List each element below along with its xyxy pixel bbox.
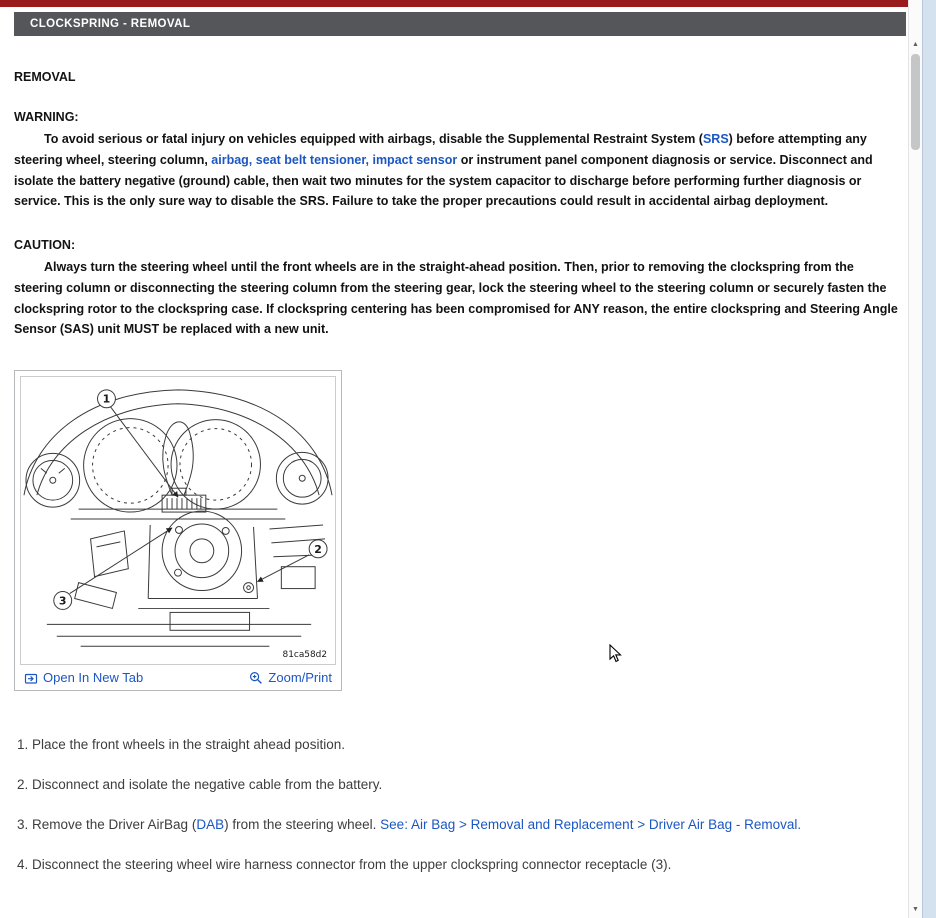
- svg-text:3: 3: [58, 594, 67, 608]
- step-2: 2. Disconnect and isolate the negative cable from the battery.: [17, 777, 383, 792]
- vertical-scrollbar[interactable]: [908, 0, 922, 918]
- warning-label: WARNING:: [14, 110, 79, 124]
- zoom-print-link[interactable]: [249, 670, 332, 685]
- warning-paragraph: [14, 129, 898, 212]
- step-3-text-2: ) from the steering wheel.: [224, 817, 381, 832]
- svg-text:1: 1: [102, 392, 111, 406]
- step-1: 1. Place the front wheels in the straight ahead position.: [17, 737, 345, 752]
- warning-text-3: or instrument panel component diagnosis or service. Disconnect and isolate the battery negative (ground) cable, then wait two minutes for the system capacitor to discharge before performing further diagnosis or service. This is the only sure way to disable the SRS. Failure to take the proper precautions could result in accidental airbag deployment.: [14, 152, 873, 209]
- figure-panel: [14, 370, 342, 691]
- figure-footer: [20, 665, 336, 687]
- step-4: 4. Disconnect the steering wheel wire harness connector from the upper clockspring connector receptacle (3).: [17, 857, 672, 872]
- callout-3: [54, 592, 72, 610]
- figure-image: [20, 376, 336, 665]
- procedure-steps: [14, 737, 898, 873]
- scroll-down-button[interactable]: ▼: [912, 905, 919, 913]
- right-edge-panel: [922, 0, 936, 918]
- see-airbag-removal-link[interactable]: See: Air Bag > Removal and Replacement > Driver Air Bag - Removal.: [380, 817, 802, 832]
- scrollbar-thumb[interactable]: [911, 54, 920, 150]
- dab-link[interactable]: DAB: [196, 817, 225, 832]
- callout-2: [309, 540, 327, 558]
- seat-belt-tensioner-link[interactable]: seat belt tensioner,: [255, 152, 373, 167]
- zoom-print-label: Zoom/Print: [268, 670, 332, 685]
- airbag-link[interactable]: airbag,: [211, 152, 256, 167]
- open-in-new-tab-link[interactable]: [24, 670, 143, 685]
- main-content: [14, 36, 898, 897]
- caution-label: CAUTION:: [14, 238, 76, 252]
- svg-text:2: 2: [314, 542, 322, 556]
- open-in-new-tab-icon: [24, 671, 38, 685]
- clockspring-diagram: [21, 377, 335, 664]
- caution-paragraph: Always turn the steering wheel until the front wheels are in the straight-ahead position. Then, prior to removing the clockspring from the steering column or disconnecting the steering column from the steering gear, lock the steering wheel to the steering column or securely fasten the clockspring rotor to the clockspring case. If clockspring centering has been compromised for ANY reason, the entire clockspring and Steering Angle Sensor (SAS) unit MUST be replaced with a new unit.: [14, 260, 898, 337]
- figure-code: 81ca58d2: [282, 650, 328, 661]
- scroll-up-button[interactable]: ▲: [912, 40, 919, 48]
- warning-text-1: To avoid serious or fatal injury on vehicles equipped with airbags, disable the Supplemental Restraint System (: [44, 132, 703, 146]
- callout-1: [98, 390, 116, 408]
- warning-text-2: ) before attempting any steering wheel, steering column,: [14, 132, 867, 167]
- page-title: CLOCKSPRING - REMOVAL: [30, 18, 191, 30]
- srs-link[interactable]: SRS: [702, 132, 729, 146]
- open-in-new-tab-label: Open In New Tab: [43, 670, 144, 685]
- removal-heading: REMOVAL: [14, 70, 76, 84]
- top-accent-bar: [0, 0, 908, 7]
- step-3: [17, 817, 898, 833]
- title-bar: [14, 12, 906, 36]
- zoom-print-icon: [249, 671, 263, 685]
- impact-sensor-link[interactable]: impact sensor: [372, 152, 458, 167]
- step-3-text-1: 3. Remove the Driver AirBag (: [17, 817, 197, 832]
